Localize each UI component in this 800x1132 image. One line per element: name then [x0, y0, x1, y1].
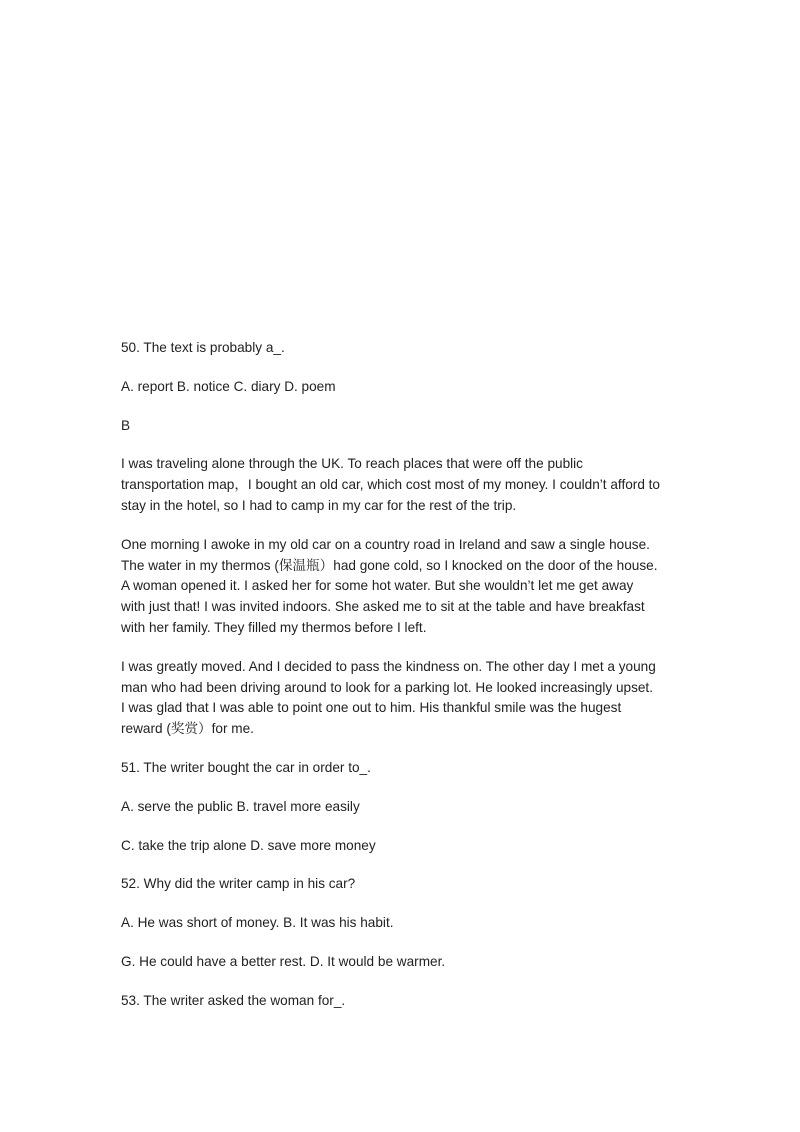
question-51-options-2: C. take the trip alone D. save more money: [121, 837, 376, 853]
question-51: 51. The writer bought the car in order to_.: [121, 759, 371, 775]
passage-line: The water in my thermos (保温瓶）had gone cold, so I knocked on the door of the house.: [121, 557, 658, 573]
passage-line: with her family. They filled my thermos before I left.: [121, 619, 427, 635]
question-52-options-2: G. He could have a better rest. D. It would be warmer.: [121, 953, 446, 969]
passage-line: stay in the hotel, so I had to camp in my car for the rest of the trip.: [121, 497, 517, 513]
passage-line: reward (奖赏）for me.: [121, 721, 254, 737]
question-53: 53. The writer asked the woman for_.: [121, 992, 346, 1008]
passage-paragraph-1: [121, 454, 691, 516]
question-52: 52. Why did the writer camp in his car?: [121, 876, 356, 892]
question-50-options: A. report B. notice C. diary D. poem: [121, 378, 336, 394]
passage-line: I was greatly moved. And I decided to pass the kindness on. The other day I met a young: [121, 658, 656, 674]
passage-line: A woman opened it. I asked her for some hot water. But she wouldn’t let me get away: [121, 578, 634, 594]
passage-line: One morning I awoke in my old car on a country road in Ireland and saw a single house.: [121, 536, 650, 552]
passage-line: I was traveling alone through the UK. To reach places that were off the public: [121, 456, 583, 472]
passage-line: with just that! I was invited indoors. She asked me to sit at the table and have breakfast: [121, 599, 645, 615]
passage-line: man who had been driving around to look for a parking lot. He looked increasingly upset.: [121, 679, 653, 695]
passage-line: transportation map，I bought an old car, which cost most of my money. I couldn’t afford to: [121, 477, 660, 493]
passage-paragraph-2: [121, 535, 691, 639]
question-52-options-1: A. He was short of money. B. It was his habit.: [121, 915, 394, 931]
passage-paragraph-3: [121, 657, 691, 740]
question-51-options-1: A. serve the public B. travel more easily: [121, 798, 360, 814]
passage-line: I was glad that I was able to point one out to him. His thankful smile was the hugest: [121, 700, 622, 716]
document-page: [121, 338, 691, 1030]
section-label: B: [121, 417, 131, 433]
question-50: 50. The text is probably a_.: [121, 340, 285, 355]
